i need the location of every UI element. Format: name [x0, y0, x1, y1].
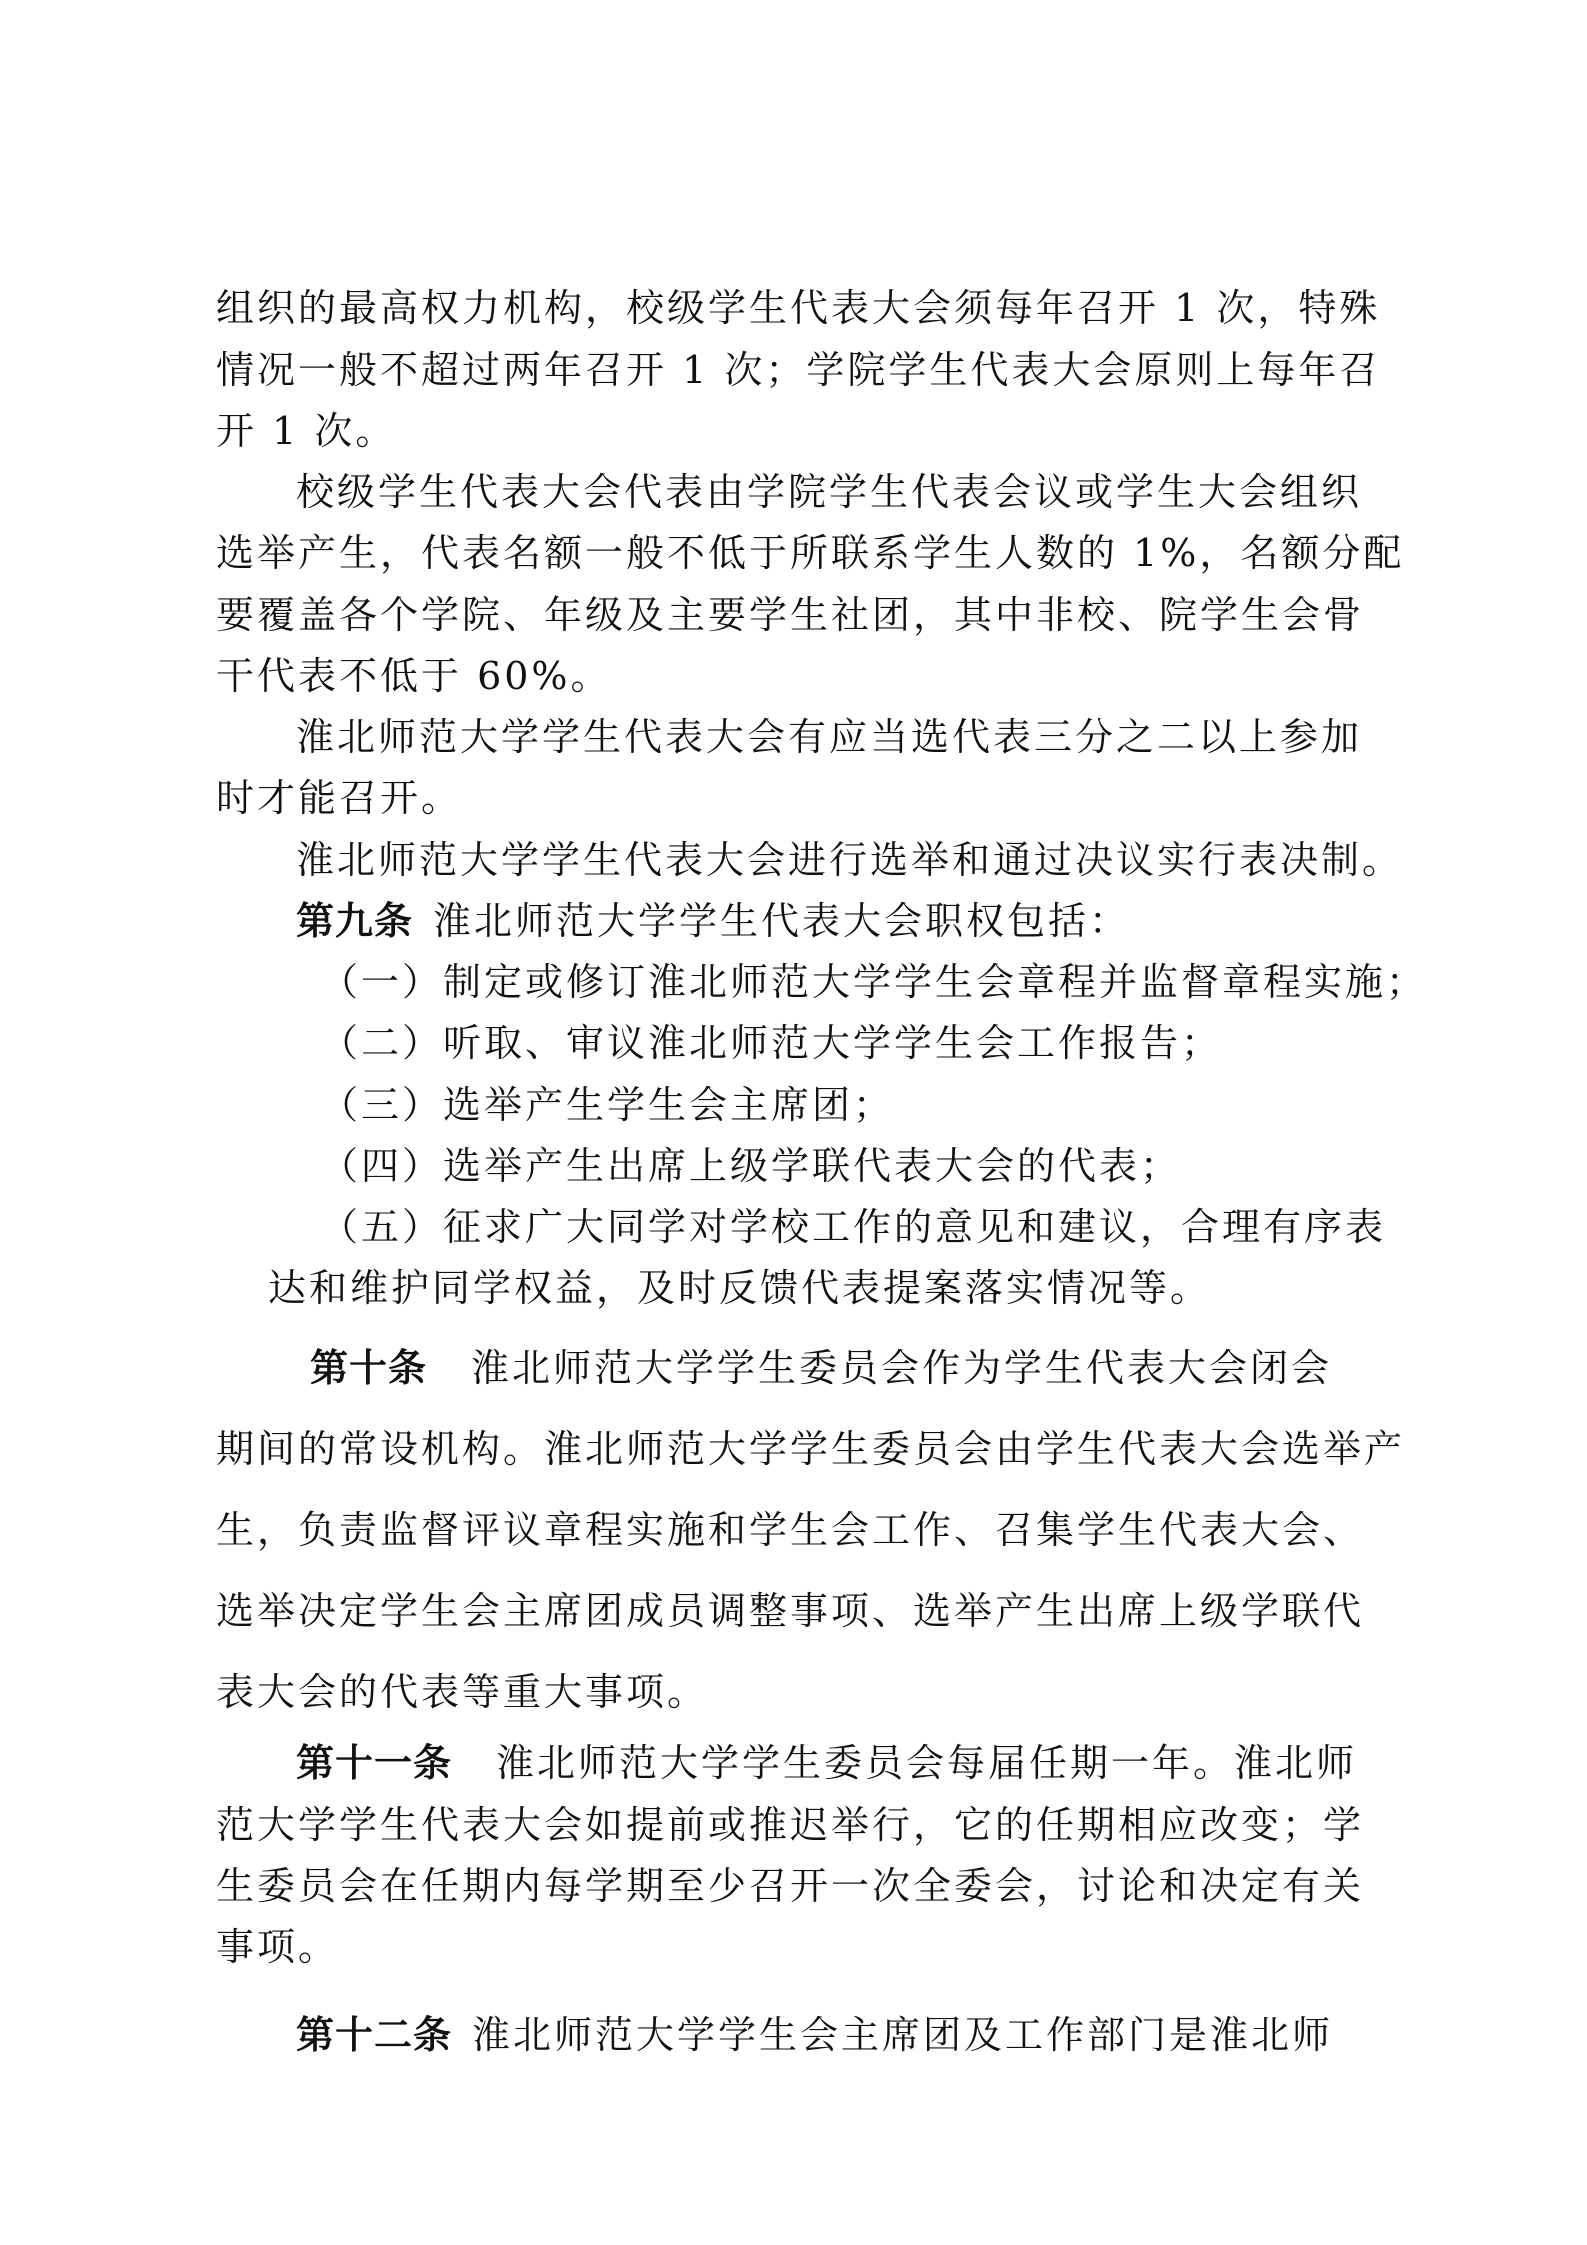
text-line: 开 1 次。 — [216, 409, 397, 453]
article-10-paragraph — [310, 1343, 1332, 1393]
list-item: （一）制定或修订淮北师范大学学生会章程并监督章程实施； — [320, 960, 1428, 1004]
article-12-heading: 第十二条 — [296, 2013, 453, 2057]
text-line: 情况一般不超过两年召开 1 次；学院学生代表大会原则上每年召 — [216, 348, 1381, 392]
text-line: 范大学学生代表大会如提前或推迟举行，它的任期相应改变；学 — [216, 1803, 1365, 1847]
article-9-paragraph — [296, 896, 1130, 946]
text-line: 要覆盖各个学院、年级及主要学生社团，其中非校、院学生会骨 — [216, 593, 1365, 637]
text-line: 校级学生代表大会代表由学院学生代表会议或学生大会组织 — [296, 470, 1363, 514]
text-line: 淮北师范大学学生代表大会进行选举和通过决议实行表决制。 — [296, 838, 1404, 882]
text-line: 期间的常设机构。淮北师范大学学生委员会由学生代表大会选举产 — [216, 1427, 1406, 1471]
article-12-text: 淮北师范大学学生会主席团及工作部门是淮北师 — [472, 2013, 1334, 2057]
text-line: 生委员会在任期内每学期至少召开一次全委会，讨论和决定有关 — [216, 1864, 1365, 1908]
list-item-continuation: 达和维护同学权益，及时反馈代表提案落实情况等。 — [268, 1266, 1212, 1310]
article-12-paragraph — [296, 2010, 1333, 2060]
article-10-heading: 第十条 — [310, 1346, 428, 1390]
article-10-text: 淮北师范大学学生委员会作为学生代表大会闭会 — [471, 1346, 1333, 1390]
article-9-heading: 第九条 — [296, 899, 414, 943]
text-line: 淮北师范大学学生代表大会有应当选代表三分之二以上参加 — [296, 715, 1363, 759]
text-line: 生，负责监督评议章程实施和学生会工作、召集学生代表大会、 — [216, 1508, 1365, 1552]
article-11-text: 淮北师范大学学生委员会每届任期一年。淮北师 — [496, 1741, 1358, 1785]
list-item: （五）征求广大同学对学校工作的意见和建议，合理有序表 — [320, 1205, 1387, 1249]
text-line: 组织的最高权力机构，校级学生代表大会须每年召开 1 次，特殊 — [216, 286, 1381, 330]
article-9-text: 淮北师范大学学生代表大会职权包括： — [433, 899, 1131, 943]
text-line: 选举决定学生会主席团成员调整事项、选举产生出席上级学联代 — [216, 1589, 1365, 1633]
text-line: 事项。 — [216, 1925, 340, 1969]
text-line: 时才能召开。 — [216, 776, 463, 820]
list-item: （三）选举产生学生会主席团； — [320, 1083, 895, 1127]
text-line: 干代表不低于 60%。 — [216, 654, 612, 698]
text-line: 选举产生，代表名额一般不低于所联系学生人数的 1%，名额分配 — [216, 531, 1405, 575]
article-11-paragraph — [296, 1738, 1357, 1788]
list-item: （二）听取、审议淮北师范大学学生会工作报告； — [320, 1021, 1223, 1065]
list-item: （四）选举产生出席上级学联代表大会的代表； — [320, 1144, 1182, 1188]
article-11-heading: 第十一条 — [296, 1741, 453, 1785]
text-line: 表大会的代表等重大事项。 — [216, 1670, 709, 1714]
